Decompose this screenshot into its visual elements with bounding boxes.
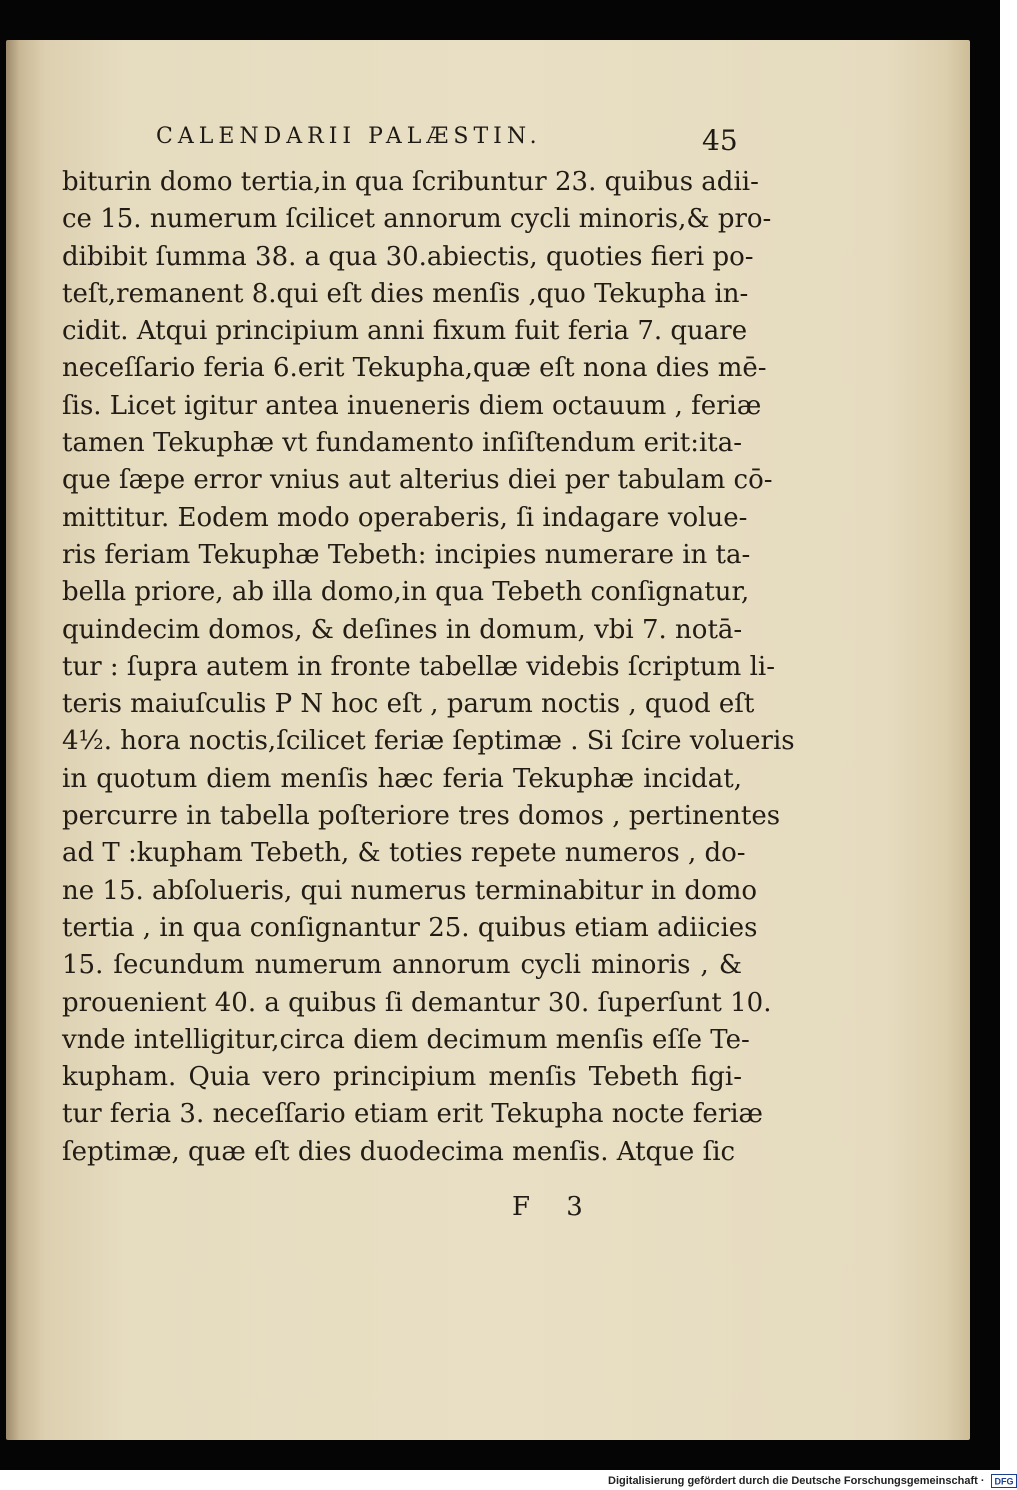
signature-mark: F 3 <box>512 1192 597 1222</box>
text-line: cidit. Atqui principium anni fixum fuit feria 7. quare <box>62 316 748 347</box>
page-content <box>6 40 970 1440</box>
text-line: biturin domo tertia,in qua ſcribuntur 23. quibus adii- <box>62 167 759 197</box>
text-line: teſt,remanent 8.qui eſt dies menſis ,quo Tekupha in- <box>62 278 749 309</box>
text-line: mittitur. Eodem modo operaberis, ſi indagare volue- <box>62 502 748 533</box>
text-line: dibibit ſumma 38. a qua 30.abiectis, quoties fieri po- <box>62 241 754 272</box>
text-line: in quotum diem menſis hæc feria Tekuphæ incidat, <box>62 763 742 794</box>
text-line: 4½. hora noctis,ſcilicet feriæ ſeptimæ . Si ſcire volueris <box>62 726 795 757</box>
text-line: quindecim domos, & deſines in domum, vbi 7. notā- <box>62 614 743 645</box>
text-line: ce 15. numerum ſcilicet annorum cycli minoris,& pro- <box>62 204 772 235</box>
text-line: ris feriam Tekuphæ Tebeth: incipies numerare in ta- <box>62 539 751 570</box>
text-line: tamen Tekuphæ vt fundamento inſiſtendum erit:ita- <box>62 428 743 459</box>
dfg-logo-icon <box>991 1474 1017 1488</box>
text-line: bella priore, ab illa domo,in qua Tebeth conſignatur, <box>62 577 750 608</box>
text-line: tur feria 3. neceſſario etiam erit Tekupha nocte feriæ <box>62 1099 763 1130</box>
text-line: tertia , in qua conſignantur 25. quibus etiam adiicies <box>62 912 758 943</box>
text-line: teris maiuſculis P N hoc eſt , parum noctis , quod eſt <box>62 689 755 720</box>
dfg-logo-text: DFG <box>994 1476 1014 1487</box>
text-line: neceſſario feria 6.erit Tekupha,quæ eſt nona dies mē- <box>62 353 767 384</box>
text-line: ſis. Licet igitur antea inueneris diem octauum , feriæ <box>62 390 762 421</box>
book-page <box>6 40 970 1440</box>
credit-text: Digitalisierung gefördert durch die Deutsche Forschungsgemeinschaft · <box>608 1475 985 1487</box>
text-line: ſeptimæ, quæ eſt dies duodecima menſis. Atque ſic <box>62 1136 736 1167</box>
text-line: vnde intelligitur,circa diem decimum menſis eſſe Te- <box>62 1024 750 1055</box>
text-line: ne 15. abſolueris, qui numerus terminabitur in domo <box>62 875 758 906</box>
dfg-logo-mark <box>993 1476 1015 1486</box>
text-line: prouenient 40. a quibus ſi demantur 30. ſuperſunt 10. <box>62 987 772 1018</box>
running-head: CALENDARII PALÆSTIN. <box>156 124 542 149</box>
text-line: ad T :kupham Tebeth, & toties repete numeros , do- <box>62 838 746 869</box>
text-line: kupham. Quia vero principium menſis Tebeth figi- <box>62 1062 742 1093</box>
text-line: percurre in tabella poſteriore tres domos , pertinentes <box>62 801 781 832</box>
body-text <box>62 164 795 1171</box>
page-number: 45 <box>702 124 738 157</box>
digitization-credit <box>608 1472 1017 1490</box>
text-line: tur : ſupra autem in fronte tabellæ videbis ſcriptum li- <box>62 651 776 682</box>
text-line: que ſæpe error vnius aut alterius diei per tabulam cō- <box>62 465 773 496</box>
text-line: 15. ſecundum numerum annorum cycli minoris , & <box>62 950 742 981</box>
